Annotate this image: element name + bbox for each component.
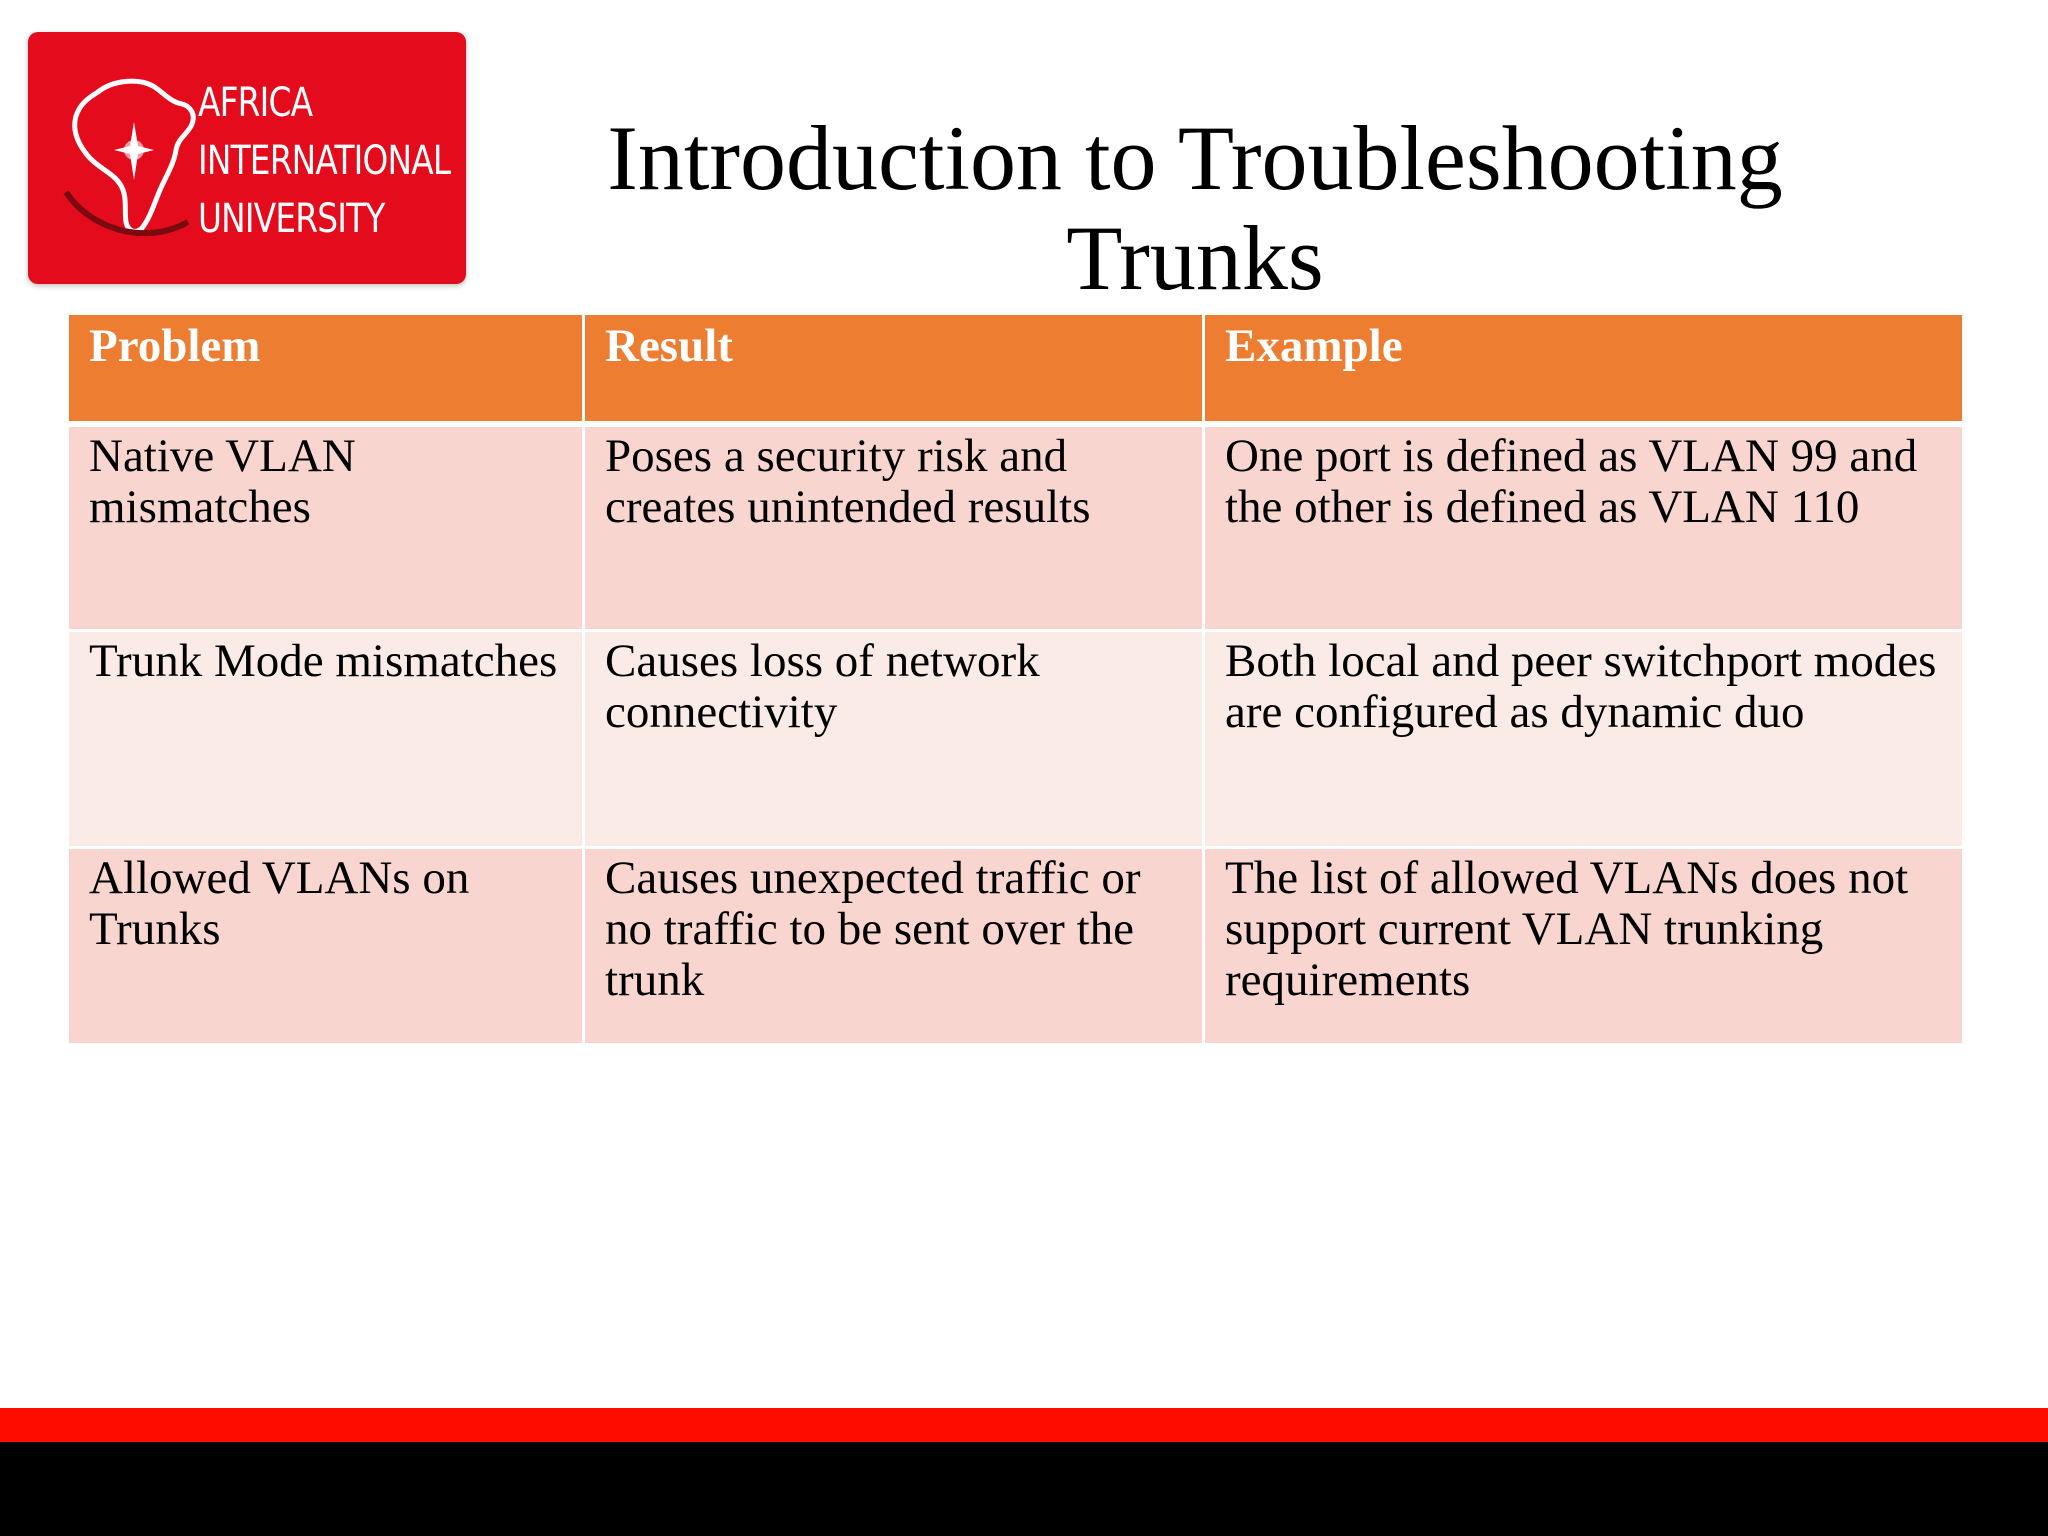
cell-example: The list of allowed VLANs does not support current VLAN trunking requirements xyxy=(1204,848,1964,1045)
logo-line-2: INTERNATIONAL xyxy=(198,138,451,184)
table-row xyxy=(68,424,1964,631)
title-line-1: Introduction to Troubleshooting xyxy=(607,107,1783,209)
cell-problem: Trunk Mode mismatches xyxy=(68,631,584,848)
logo-line-1: AFRICA xyxy=(198,80,313,126)
cell-problem: Allowed VLANs on Trunks xyxy=(68,848,584,1045)
footer-black-bar xyxy=(0,1442,2048,1536)
logo-line-3: UNIVERSITY xyxy=(198,196,385,242)
cell-result: Poses a security risk and creates unintended results xyxy=(584,424,1204,631)
cell-example: Both local and peer switchport modes are configured as dynamic duo xyxy=(1204,631,1964,848)
cell-result: Causes unexpected traffic or no traffic to be sent over the trunk xyxy=(584,848,1204,1045)
troubleshooting-table xyxy=(66,312,1965,1046)
cell-example: One port is defined as VLAN 99 and the other is defined as VLAN 110 xyxy=(1204,424,1964,631)
university-logo xyxy=(28,32,466,284)
title-line-2: Trunks xyxy=(1066,207,1324,309)
header-result: Result xyxy=(584,314,1204,425)
table-row xyxy=(68,848,1964,1045)
header-example: Example xyxy=(1204,314,1964,425)
logo-text xyxy=(198,74,450,248)
header-problem: Problem xyxy=(68,314,584,425)
footer-red-bar xyxy=(0,1408,2048,1442)
table-row xyxy=(68,631,1964,848)
table-header-row xyxy=(68,314,1964,425)
africa-map-logo-icon xyxy=(58,72,208,242)
slide-title xyxy=(540,108,1850,308)
cell-problem: Native VLAN mismatches xyxy=(68,424,584,631)
cell-result: Causes loss of network connectivity xyxy=(584,631,1204,848)
